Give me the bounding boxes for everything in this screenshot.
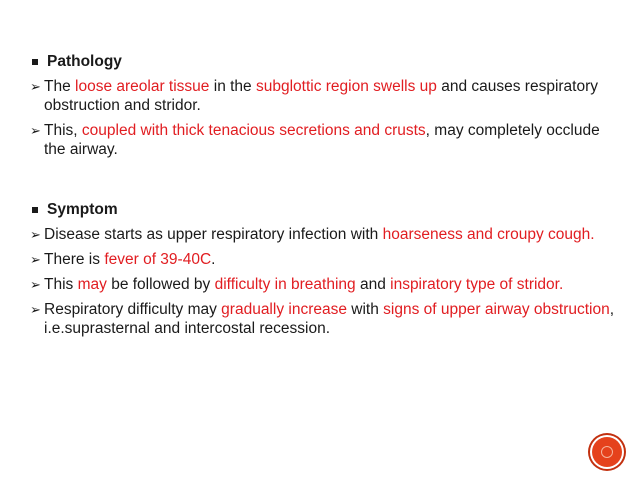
arrow-bullet-icon: ➢ bbox=[30, 79, 41, 94]
symptom-heading bbox=[30, 200, 615, 219]
circle-badge-icon bbox=[592, 437, 622, 467]
highlighted-text: difficulty in breathing bbox=[214, 276, 356, 293]
highlighted-text: inspiratory type of stridor. bbox=[390, 276, 564, 293]
circle-badge-inner bbox=[601, 446, 613, 458]
item-text: There is bbox=[44, 251, 105, 268]
pathology-list bbox=[30, 77, 615, 159]
highlighted-text: gradually increase bbox=[221, 301, 347, 318]
item-text: and bbox=[355, 276, 391, 293]
arrow-bullet-icon: ➢ bbox=[30, 227, 41, 242]
highlighted-text: subglottic region swells up bbox=[255, 78, 437, 95]
highlighted-text: loose areolar tissue bbox=[75, 78, 210, 95]
arrow-bullet-icon: ➢ bbox=[30, 252, 41, 267]
item-text: Respiratory difficulty may bbox=[44, 301, 222, 318]
symptom-section bbox=[30, 200, 615, 338]
pathology-section bbox=[30, 52, 615, 159]
item-text: and causes respiratory obstruction and stridor. bbox=[44, 78, 599, 114]
symptom-list bbox=[30, 225, 615, 338]
symptom-item bbox=[30, 225, 615, 244]
item-text: The bbox=[44, 78, 76, 95]
item-text: , i.e.suprasternal and intercostal recession. bbox=[44, 301, 615, 337]
highlighted-text: may bbox=[77, 276, 107, 293]
pathology-heading-text: Pathology bbox=[47, 53, 122, 70]
item-text: Disease starts as upper respiratory infection with bbox=[44, 226, 383, 243]
item-text: This bbox=[44, 276, 78, 293]
item-text: This, bbox=[44, 122, 82, 139]
square-bullet-icon bbox=[32, 59, 38, 65]
arrow-bullet-icon: ➢ bbox=[30, 302, 41, 317]
highlighted-text: signs of upper airway obstruction bbox=[383, 301, 610, 318]
square-bullet-icon bbox=[32, 207, 38, 213]
highlighted-text: hoarseness and croupy cough. bbox=[382, 226, 595, 243]
highlighted-text: fever of 39-40C bbox=[104, 251, 212, 268]
symptom-item bbox=[30, 250, 615, 269]
arrow-bullet-icon: ➢ bbox=[30, 277, 41, 292]
symptom-item bbox=[30, 300, 615, 338]
symptom-heading-text: Symptom bbox=[47, 201, 118, 218]
item-text: , may completely occlude the airway. bbox=[44, 122, 600, 158]
highlighted-text: coupled with thick tenacious secretions and crusts bbox=[81, 122, 426, 139]
pathology-item bbox=[30, 121, 615, 159]
pathology-item bbox=[30, 77, 615, 115]
pathology-heading bbox=[30, 52, 615, 71]
symptom-item bbox=[30, 275, 615, 294]
item-text: in the bbox=[209, 78, 256, 95]
arrow-bullet-icon: ➢ bbox=[30, 123, 41, 138]
item-text: be followed by bbox=[106, 276, 215, 293]
item-text: with bbox=[346, 301, 384, 318]
item-text: . bbox=[211, 251, 216, 268]
